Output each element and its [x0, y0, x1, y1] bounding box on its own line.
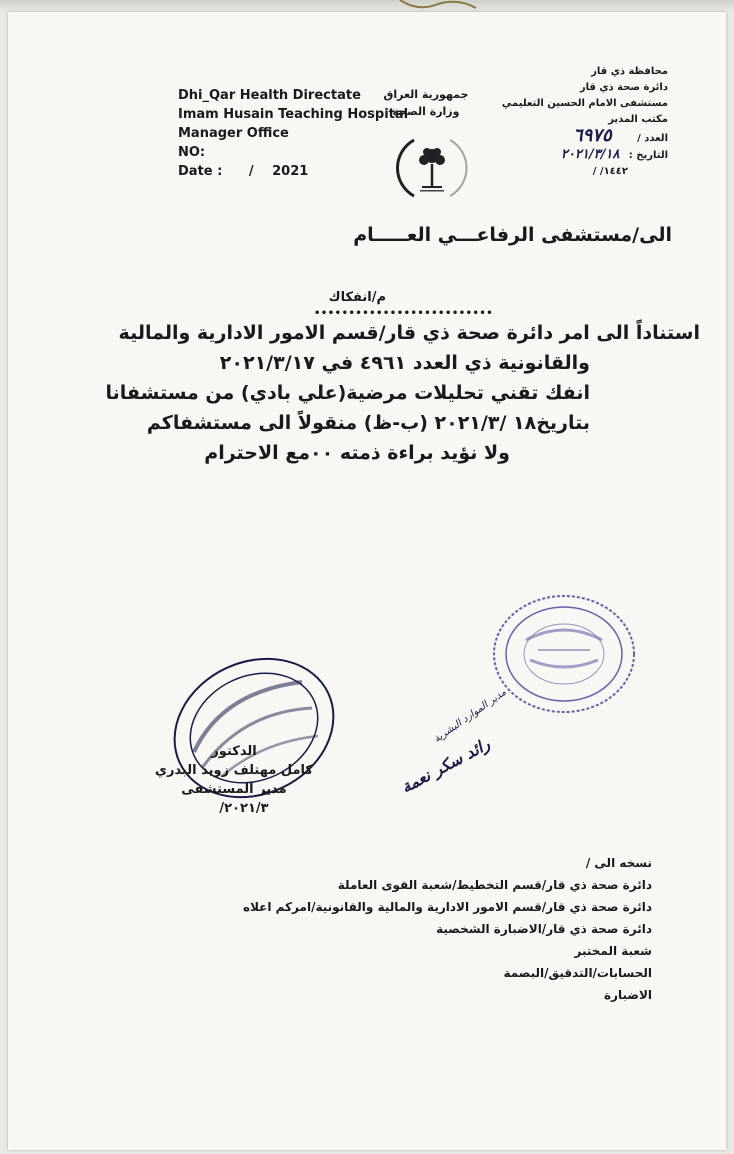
signature-date: ٢٠٢١/٣/ [219, 801, 269, 816]
scan-top-edge [0, 0, 734, 12]
copies-heading: نسخه الى / [585, 856, 652, 870]
body-line-1: استناداً الى امر دائرة صحة ذي قار/قسم الامور الادارية والمالية [118, 322, 700, 344]
arabic-header [502, 64, 668, 180]
copy-item: دائرة صحة ذي قار/قسم التخطيط/شعبة القوى العاملة [337, 878, 652, 892]
copy-item: الاضبارة [603, 988, 652, 1002]
addressee: الى/مستشفى الرفاعـــي العـــــام [353, 224, 672, 246]
subject-underline-dots: •••••••••••••••••••••••••• [314, 308, 494, 319]
signature-block [144, 742, 324, 818]
document-page [8, 12, 726, 1150]
hr-title: مدير الموارد البشرية [432, 686, 509, 746]
ministry-header [376, 86, 476, 120]
subject: م/انفكاك [328, 290, 386, 305]
english-header [178, 86, 408, 181]
office-line: Manager Office [178, 126, 289, 141]
date-slash: / [248, 164, 254, 179]
body-line-2: والقانونية ذي العدد ٤٩٦١ في ٢٠٢١/٣/١٧ [219, 352, 590, 374]
date-line [178, 162, 408, 181]
copies-list [243, 852, 652, 1006]
copy-item: دائرة صحة ذي قار/الاضبارة الشخصية [436, 922, 652, 936]
date-label-ar: التاريخ : [628, 150, 668, 161]
official-stamp [486, 590, 638, 720]
body-line-3: انفك تقني تحليلات مرضية(علي بادي) من مستشفانا [105, 382, 590, 404]
signer-name: كامل مهتلف زويد البدري [155, 763, 313, 778]
hr-signature [392, 686, 522, 836]
letter-body [60, 318, 700, 468]
copy-item: شعبة المختبر [574, 944, 652, 958]
hospital-name-line: مستشفى الامام الحسين التعليمي [501, 98, 668, 109]
hospital-line: Imam Husain Teaching Hospital [178, 107, 409, 122]
signer-title: الدكتور [211, 744, 257, 759]
signer-position: مدير المستشفى [181, 782, 287, 797]
hr-name: رائد سكر نعمة [398, 734, 493, 797]
health-directorate-line: دائرة صحة ذي قار [579, 82, 668, 93]
republic-line: جمهورية العراق [383, 88, 469, 101]
ministry-logo [394, 130, 470, 206]
body-line-5: ولا نؤيد براءة ذمته ٠٠مع الاحترام [204, 442, 510, 464]
date-value-ar: ٢٠٢١/٣/١٨ [560, 147, 620, 162]
ministry-line: وزارة الصحة [392, 105, 460, 118]
date-year: 2021 [272, 164, 309, 179]
number-label: العدد / [637, 133, 668, 144]
number-value: ٦٩٧٥ [572, 125, 612, 146]
number-line [502, 125, 668, 147]
date-line-ar [502, 147, 668, 164]
hijri-line: ١٤٤٢/ / [592, 166, 628, 177]
manager-office-line: مكتب المدير [608, 114, 668, 125]
number-label: NO: [178, 145, 206, 160]
body-line-4: بتاريخ١٨ /٢٠٢١/٣ (ب-ظ) منقولاً الى مستشفاكم [146, 412, 590, 434]
date-label: Date : [178, 164, 223, 179]
directorate-line: Dhi_Qar Health Directate [178, 88, 361, 103]
governorate-line: محافظة ذي قار [591, 66, 668, 77]
copy-item: الحسابات/التدقيق/البصمة [503, 966, 652, 980]
copy-item: دائرة صحة ذي قار/قسم الامور الادارية والمالية والقانونية/امركم اعلاه [242, 900, 652, 914]
